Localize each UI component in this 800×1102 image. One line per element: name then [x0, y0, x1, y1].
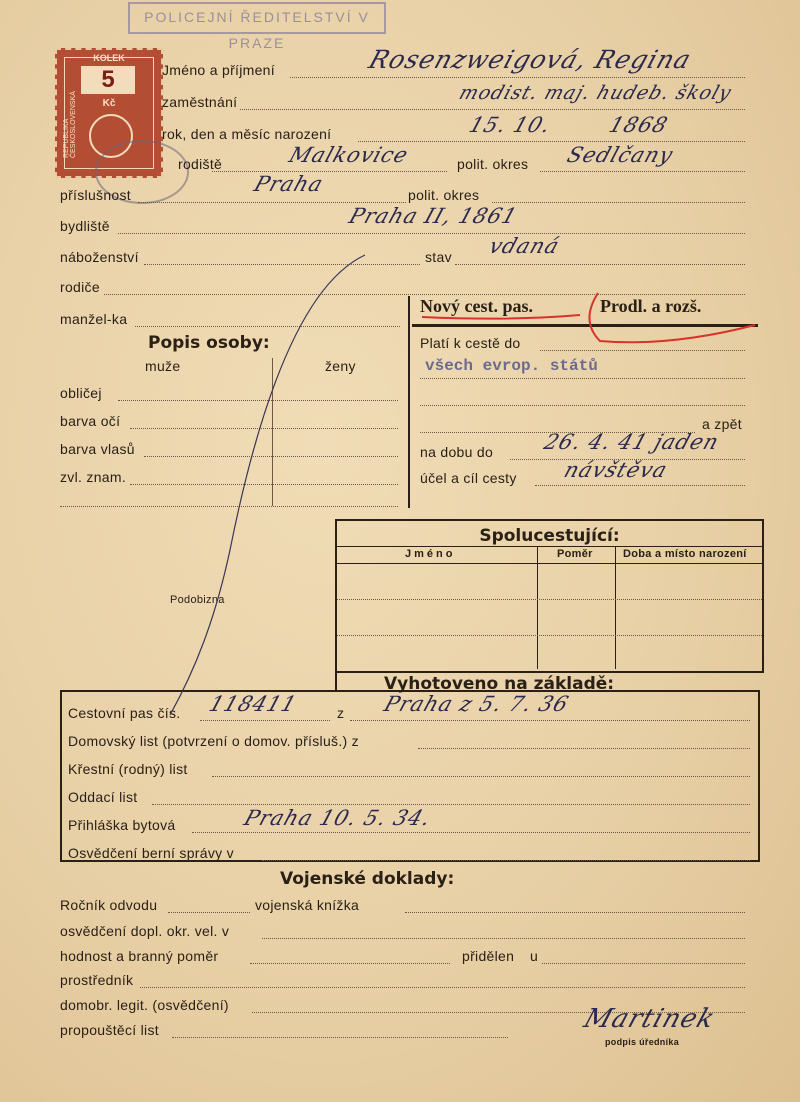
military-u: u [530, 948, 539, 964]
companions-col-relation: Poměr [557, 548, 593, 560]
birthplace-value: Malkovice [286, 143, 412, 167]
pas-number-value: 118411 [206, 692, 301, 716]
name-label: Jméno a příjmení [162, 62, 275, 78]
popis-marks: zvl. znam. [60, 469, 127, 485]
valid-for-label: Platí k cestě do [420, 335, 521, 351]
revenue-stamp-value: 5 [81, 66, 135, 94]
revenue-stamp-top: KOLEK [93, 53, 125, 63]
military-prostrednik: prostředník [60, 972, 134, 988]
prihlaska-line [192, 832, 750, 833]
occupation-line [240, 109, 745, 110]
residence-line [118, 233, 745, 234]
popis-hair: barva vlasů [60, 441, 135, 457]
parents-label: rodiče [60, 279, 100, 295]
and-back-label: a zpět [702, 416, 742, 432]
citizenship-okres-line [492, 202, 745, 203]
basis-item-domovsky: Domovský list (potvrzení o domov. přísluš.) z [68, 733, 359, 749]
military-osvedceni: osvědčení dopl. okr. vel. v [60, 923, 230, 939]
basis-item-berni: Osvědčení berní správy v [68, 845, 234, 861]
popis-title: Popis osoby: [148, 333, 270, 353]
birthplace-okres-value: Sedlčany [564, 143, 677, 167]
military-title: Vojenské doklady: [280, 869, 455, 889]
military-domobr: domobr. legit. (osvědčení) [60, 997, 229, 1013]
military-prostrednik-line [140, 987, 745, 988]
basis-item-krestni: Křestní (rodný) list [68, 761, 188, 777]
popis-eyes: barva očí [60, 413, 121, 429]
citizenship-okres-label: polit. okres [408, 187, 480, 203]
military-propousteci-line [172, 1037, 508, 1038]
companions-col-divider-2 [615, 546, 616, 669]
krestni-line [212, 776, 750, 777]
companions-header-rule [337, 563, 762, 564]
companions-title: Spolucestující: [479, 526, 620, 546]
birthplace-line [212, 171, 447, 172]
valid-for-line-3 [420, 405, 745, 406]
birth-year-value: 1868 [606, 113, 672, 137]
companions-col-name: Jméno [405, 548, 456, 560]
companions-col-birth: Doba a místo narození [623, 548, 747, 560]
citizenship-value: Praha [251, 172, 327, 196]
birthdate-label: rok, den a měsíc narození [162, 126, 332, 142]
companions-col-divider-1 [537, 546, 538, 669]
basis-item-pas: Cestovní pas čís. [68, 705, 181, 721]
domovsky-line [418, 748, 750, 749]
residence-value: Praha II, 1861 [346, 204, 521, 228]
military-osvedceni-line [262, 938, 745, 939]
military-hodnost-line [250, 963, 450, 964]
military-knizka: vojenská knížka [255, 897, 360, 913]
birthdate-line [358, 141, 745, 142]
pas-from-line [350, 720, 750, 721]
new-pass-option: Nový cest. pas. [420, 296, 533, 316]
birthplace-okres-label: polit. okres [457, 156, 529, 172]
status-label: stav [425, 249, 452, 265]
official-signature: Martinek [580, 1004, 720, 1034]
pas-from-value: Praha z 5. 7. 36 [381, 692, 573, 716]
companions-row-line-1 [337, 599, 762, 600]
prihlaska-value: Praha 10. 5. 34. [241, 806, 435, 830]
revenue-stamp-band: REPUBLIKA ČESKOSLOVENSKÁ [63, 91, 77, 158]
military-pridelen: přidělen [462, 948, 515, 964]
companions-table [335, 519, 764, 673]
basis-item-prihlaska: Přihláška bytová [68, 817, 176, 833]
police-directorate-stamp: POLICEJNÍ ŘEDITELSTVÍ V PRAZE [128, 2, 386, 34]
occupation-label: zaměstnání [162, 94, 238, 110]
residence-label: bydliště [60, 218, 110, 234]
photo-label: Podobizna [170, 594, 225, 606]
pen-stroke-mark [140, 250, 380, 720]
revenue-stamp-unit: Kč [102, 98, 116, 109]
berni-line [262, 860, 750, 861]
military-u-line [542, 963, 745, 964]
period-label: na dobu do [420, 444, 494, 460]
military-knizka-line [405, 912, 745, 913]
popis-men: muže [145, 358, 181, 374]
occupation-value: modist. maj. hudeb. školy [456, 82, 735, 104]
extension-option: Prodl. a rozš. [600, 296, 702, 316]
birthplace-label: rodiště [178, 156, 223, 172]
name-value: Rosenzweigová, Regina [365, 45, 696, 74]
military-propousteci: propouštěcí list [60, 1022, 159, 1038]
period-value: 26. 4. 41 jaden [541, 430, 723, 454]
purpose-label: účel a cíl cesty [420, 470, 517, 486]
popis-women: ženy [325, 358, 356, 374]
pas-z-label: z [337, 705, 345, 721]
valid-for-line-2 [420, 378, 745, 379]
citizenship-line [138, 202, 406, 203]
purpose-value: návštěva [561, 458, 671, 482]
citizenship-label: příslušnost [60, 187, 131, 203]
spouse-label: manžel-ka [60, 311, 128, 327]
valid-for-line [540, 350, 745, 351]
military-rocnik-line [168, 912, 250, 913]
religion-label: náboženství [60, 249, 139, 265]
oddaci-line [152, 804, 750, 805]
valid-for-stamp: všech evrop. států [425, 357, 598, 375]
basis-item-oddaci: Oddací list [68, 789, 138, 805]
status-value: vdaná [486, 234, 563, 258]
official-signature-label: podpis úředníka [605, 1037, 680, 1047]
companions-row-line-2 [337, 635, 762, 636]
basis-title: Vyhotoveno na základě: [384, 674, 615, 694]
companions-title-rule [337, 546, 762, 547]
popis-face: obličej [60, 385, 102, 401]
military-hodnost: hodnost a branný poměr [60, 948, 219, 964]
birth-day-value: 15. 10. [466, 113, 555, 137]
name-line [290, 77, 745, 78]
status-line [455, 264, 745, 265]
purpose-line [535, 485, 745, 486]
pas-number-line [200, 720, 330, 721]
military-rocnik: Ročník odvodu [60, 897, 158, 913]
birthplace-okres-line [540, 171, 745, 172]
